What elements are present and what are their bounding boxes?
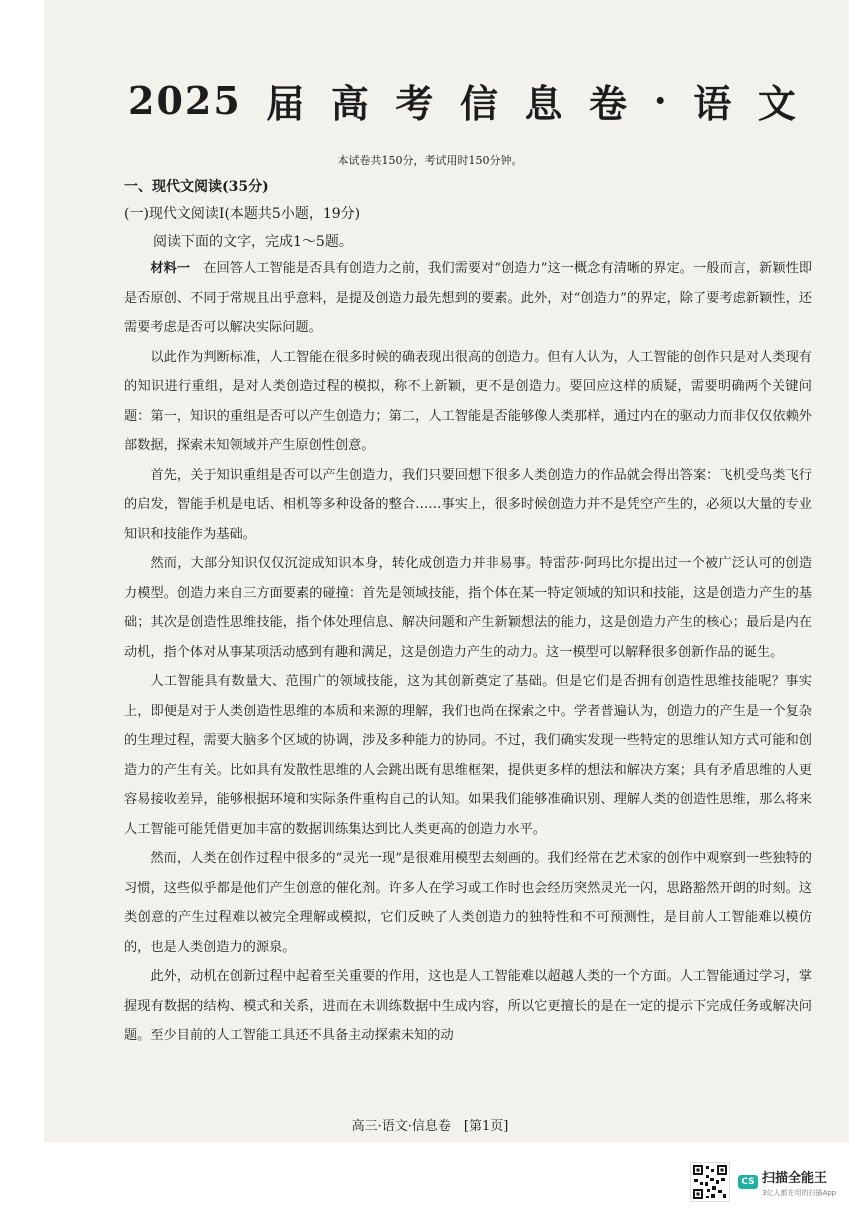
- paragraph-text: 在回答人工智能是否具有创造力之前，我们需要对“创造力”这一概念有清晰的界定。一般而言，新颖性即是否原创、不同于常规且出乎意料，是提及创造力最先想到的要素。此外，对“创造力”的界定，除了要考虑新颖性，还需要考虑是否可以解决实际问题。: [124, 261, 813, 335]
- title-char: 届: [266, 80, 307, 126]
- article-paragraph: [124, 254, 812, 343]
- title-char: 文: [757, 80, 798, 126]
- title-char: 信: [459, 80, 500, 126]
- article-paragraph: 此外，动机在创新过程中起着至关重要的作用，这也是人工智能难以超越人类的一个方面。人工智能通过学习，掌握现有数据的结构、模式和关系，进而在未训练数据中生成内容，所以它更擅长的是在一定的提示下完成任务或解决问题。至少目前的人工智能工具还不具备主动探索未知的动: [124, 969, 812, 1043]
- article-paragraph: 以此作为判断标准，人工智能在很多时候的确表现出很高的创造力。但有人认为，人工智能的创作只是对人类现有的知识进行重组，是对人类创造过程的模拟，称不上新颖，更不是创造力。要回应这样的质疑，需要明确两个关键问题：第一，知识的重组是否可以产生创造力；第二，人工智能是否能够像人类那样，通过内在的驱动力而非仅仅依赖外部数据，探索未知领域并产生原创性创意。: [124, 349, 812, 453]
- title-char: 卷: [589, 80, 630, 126]
- article-paragraph: 人工智能具有数量大、范围广的领域技能，这为其创新奠定了基础。但是它们是否拥有创造性思维技能呢？事实上，即便是对于人类创造性思维的本质和来源的理解，我们也尚在探索之中。学者普遍认为，创造力的产生是一个复杂的生理过程，需要大脑多个区域的协调，涉及多种能力的协同。不过，我们确实发现一些特定的思维认知方式可能和创造力的产生有关。比如具有发散性思维的人会跳出既有思维框架，提供更多样的想法和解决方案；具有矛盾思维的人更容易接收差异，能够根据环境和实际条件重构自己的认知。如果我们能够准确识别、理解人类的创造性思维，那么将来人工智能可能凭借更加丰富的数据训练集达到比人类更高的创造力水平。: [124, 674, 812, 837]
- scanner-app-text: [762, 1167, 836, 1198]
- article-paragraph: 首先，关于知识重组是否可以产生创造力，我们只要回想下很多人类创造力的作品就会得出答案：飞机受鸟类飞行的启发，智能手机是电话、相机等多种设备的整合……事实上，很多时候创造力并不是凭空产生的，必须以大量的专业知识和技能作为基础。: [124, 467, 812, 542]
- page-title: [128, 70, 798, 130]
- material-label: 材料一: [150, 261, 191, 276]
- title-char: 语: [693, 80, 734, 126]
- title-char: ·: [653, 77, 669, 123]
- title-char: 高: [330, 80, 371, 126]
- page-footer: 高三·语文·信息卷 [第1页]: [351, 1119, 509, 1134]
- section-heading: 一、现代文阅读(35分): [124, 179, 269, 195]
- reading-instruction: 阅读下面的文字，完成1～5题。: [153, 234, 353, 250]
- title-char: 2025: [128, 77, 242, 123]
- scanner-app-slogan: 3亿人都在用的扫描App: [762, 1188, 837, 1197]
- article-body: [124, 254, 812, 1051]
- scanner-app-name: 扫描全能王: [762, 1170, 828, 1186]
- scanner-badge: [690, 1160, 850, 1204]
- title-char: 考: [395, 80, 436, 126]
- exam-info: 本试卷共150分，考试用时150分钟。: [337, 154, 523, 167]
- camscanner-logo-icon: CS: [738, 1175, 758, 1189]
- title-char: 息: [524, 80, 565, 126]
- article-paragraph: 然而，人类在创作过程中很多的“灵光一现”是很难用模型去刻画的。我们经常在艺术家的创作中观察到一些独特的习惯，这些似乎都是他们产生创意的催化剂。许多人在学习或工作时也会经历突然灵光一闪，思路豁然开朗的时刻。这类创意的产生过程难以被完全理解或模拟，它们反映了人类创造力的独特性和不可预测性，是目前人工智能难以模仿的，也是人类创造力的源泉。: [124, 851, 812, 955]
- article-paragraph: 然而，大部分知识仅仅沉淀成知识本身，转化成创造力并非易事。特雷莎·阿玛比尔提出过一个被广泛认可的创造力模型。创造力来自三方面要素的碰撞：首先是领域技能，指个体在某一特定领域的知识和技能，这是创造力产生的基础；其次是创造性思维技能，指个体处理信息、解决问题和产生新颖想法的能力，这是创造力产生的核心；最后是内在动机，指个体对从事某项活动感到有趣和满足，这是创造力产生的动力。这一模型可以解释很多创新作品的诞生。: [124, 556, 812, 660]
- subsection-heading: (一)现代文阅读Ⅰ(本题共5小题，19分): [124, 206, 361, 222]
- qr-code-icon: [690, 1162, 730, 1202]
